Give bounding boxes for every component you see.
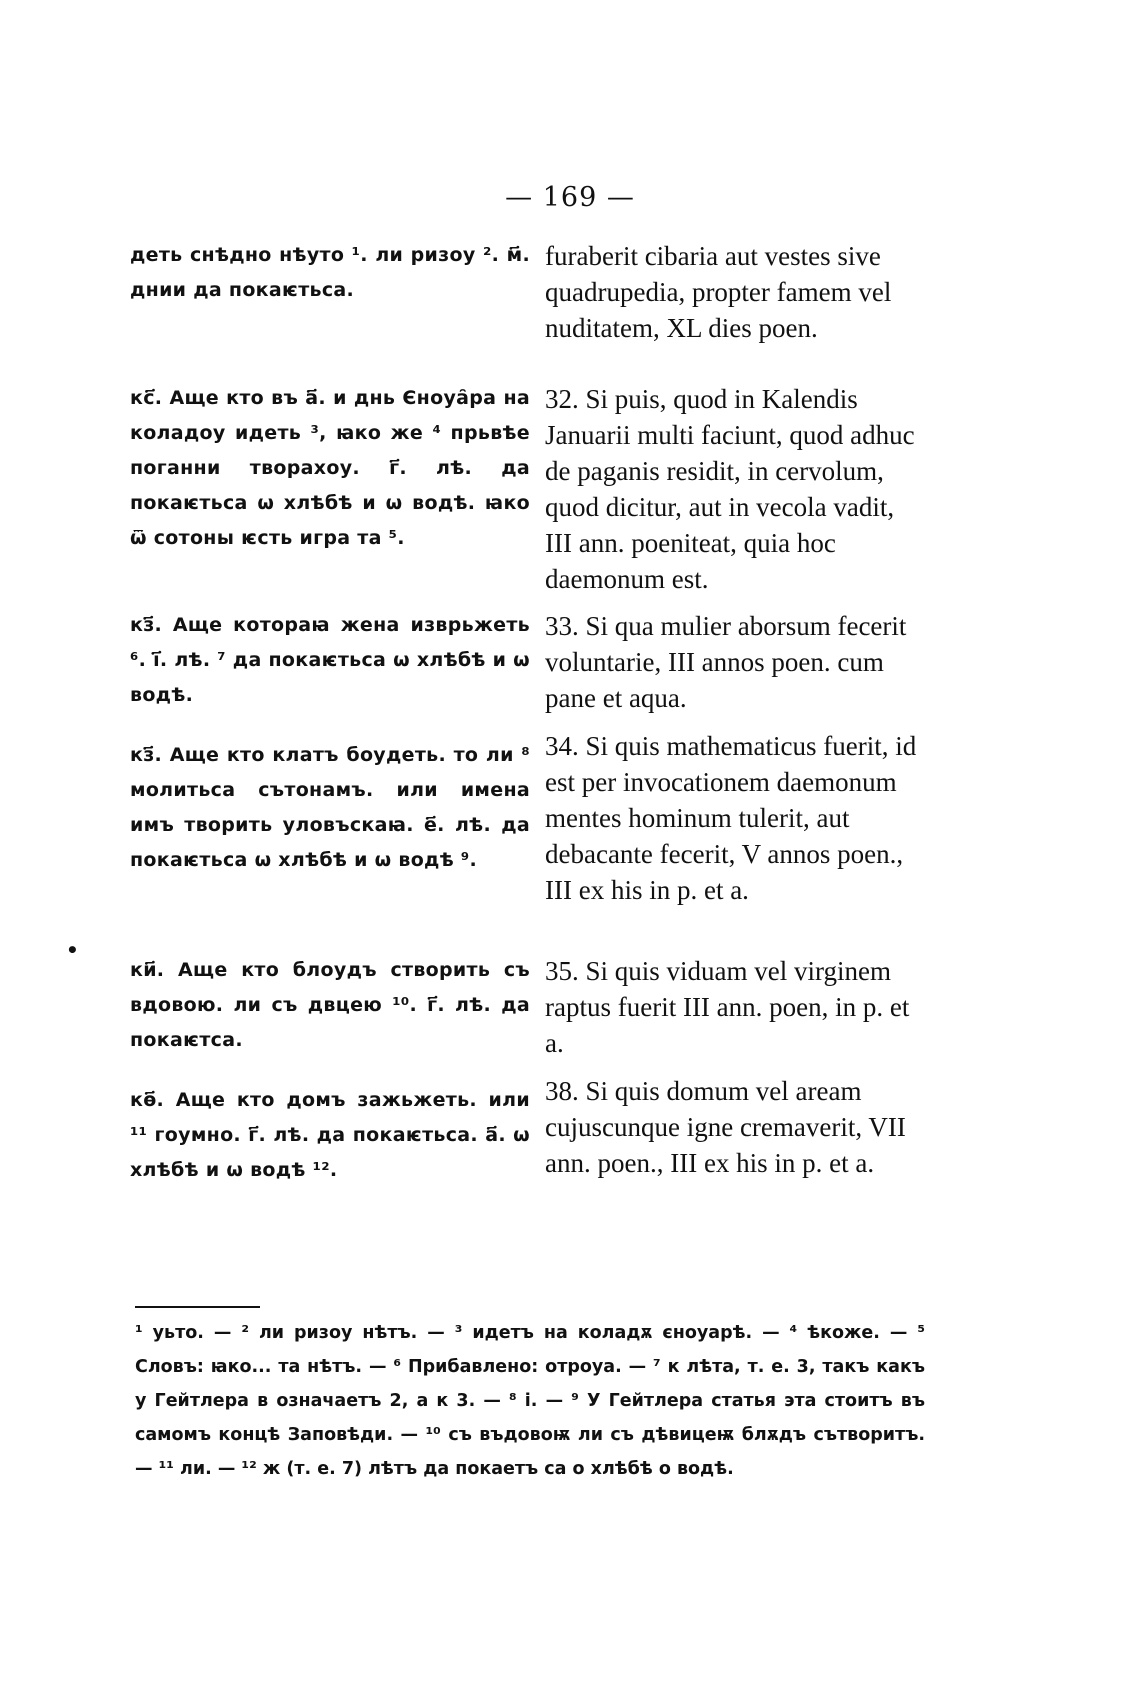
slavonic-paragraph-continuation: деть снѣдно нѣуто ¹. ли ризоу ². м҃. днии да покаѥтьса. <box>130 244 530 301</box>
footnotes: ¹ уьто. — ² ли ризоу нѣтъ. — ³ идетъ на коладѫ єноуарѣ. — ⁴ ѣкоже. — ⁵ Словъ: ꙗко... та нѣтъ. — ⁶ Прибавлено: отроуа. — ⁷ к лѣта, т. е. 3, такъ какъ у Гейтлера в означаетъ 2, а к 3. — ⁸ і. — ⁹ У Гейтлера статья эта стоитъ въ самомъ концѣ Заповѣди. — ¹⁰ съ въдовоѭ ли съ дѣвицеѭ блѫдъ сътворитъ. — ¹¹ ли. — ¹² ж (т. е. 7) лѣтъ да покаетъ са о хлѣбѣ о водѣ. <box>135 1323 925 1479</box>
latin-paragraph-35: 35. Si quis viduam vel virginem raptus fuerit III ann. poen, in p. et a. <box>545 956 910 1058</box>
slavonic-paragraph-29: кѳ҃. Аще кто домъ зажьжеть. или ¹¹ гоумно. г҃. лѣ. да покаѥтьса. а҃. ѡ хлѣбѣ и ѡ водѣ ¹². <box>130 1089 530 1181</box>
slavonic-paragraph-27: кз҃. Аще котораꙗ жена изврьжеть ⁶. і҃. лѣ. ⁷ да покаѥтьса ѡ хлѣбѣ и ѡ водѣ. <box>130 614 530 706</box>
latin-paragraph-38: 38. Si quis domum vel aream cujuscunque igne cremaverit, VII ann. poen., III ex his in p. et a. <box>545 1076 906 1178</box>
latin-paragraph-continuation: furaberit cibaria aut vestes sive quadrupedia, propter famem vel nuditatem, XL dies poen. <box>545 241 892 343</box>
slavonic-paragraph-26: кс҃. Аще кто въ а҃. и днь Єноуа̑ра на коладоу идеть ³, ꙗко же ⁴ прьвѣе поганни творахоу. г҃. лѣ. да покаѥтьса ѡ хлѣбѣ и ѡ водѣ. ꙗко ѿ сотоны ѥсть игра та ⁵. <box>130 387 530 549</box>
latin-paragraph-33: 33. Si qua mulier aborsum fecerit voluntarie, III annos poen. cum pane et aqua. <box>545 611 907 713</box>
latin-paragraph-34: 34. Si quis mathematicus fuerit, id est per invocationem daemonum mentes hominum tulerit, aut debacante fecerit, V annos poen., III ex his in p. et a. <box>545 731 917 905</box>
footnote-divider <box>135 1306 260 1308</box>
slavonic-paragraph-27b: кз҃. Аще кто клатъ боудеть. то ли ⁸ молитьса сътонамъ. или имена имъ творить уловъскаꙗ. е҃. лѣ. да покаѥтьса ѡ хлѣбѣ и ѡ водѣ ⁹. <box>130 744 530 871</box>
slavonic-paragraph-28: ки҃. Аще кто блоудъ створить съ вдовою. ли съ двцею ¹⁰. г҃. лѣ. да покаѥтса. <box>130 959 530 1051</box>
latin-paragraph-32: 32. Si puis, quod in Kalendis Januarii multi faciunt, quod adhuc de paganis residit, in cervolum, quod dicitur, aut in vecola vadit, III ann. poeniteat, quia hoc daemonum est. <box>545 384 915 594</box>
margin-ink-mark: • <box>66 938 79 962</box>
page-number: — 169 — <box>505 182 635 213</box>
